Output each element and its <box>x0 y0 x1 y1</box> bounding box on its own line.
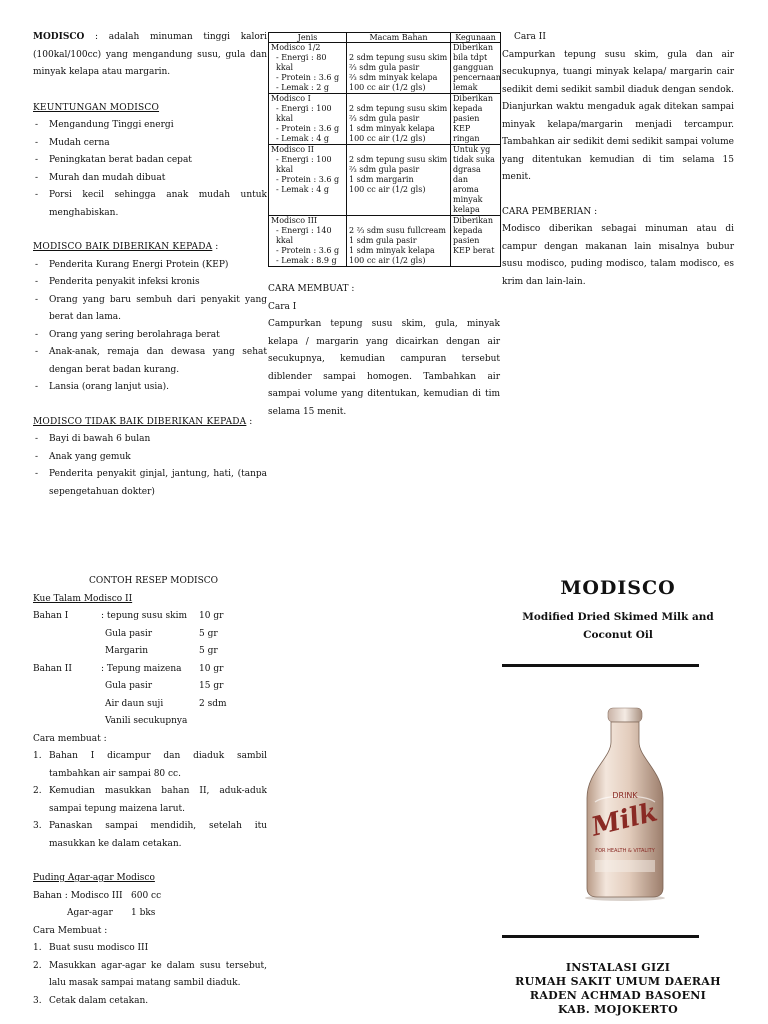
cell-line: lemak <box>453 83 478 92</box>
puding-steps <box>33 940 267 1010</box>
cell-line: Diberikan <box>453 94 493 103</box>
list-item: - Anak-anak, remaja dan dewasa yang sehat dengan berat badan kurang. <box>33 344 267 379</box>
ingredient-qty <box>199 713 239 731</box>
step-number: 1. <box>33 751 42 761</box>
bottle-text-main: Milk <box>588 797 661 843</box>
baik-list <box>33 257 267 397</box>
ingredient-qty: 2 sdm <box>199 698 227 709</box>
intro-paragraph <box>33 29 267 82</box>
cell-line: 100 cc air (1/2 gls) <box>349 256 426 265</box>
list-item: - Orang yang sering berolahraga berat <box>33 327 267 345</box>
ingredient-group <box>33 713 101 731</box>
resep-title: CONTOH RESEP MODISCO <box>89 576 219 586</box>
cell-line: 2 sdm tepung susu skim <box>349 155 448 164</box>
cell-line: ringan <box>453 134 480 143</box>
cell-line: - Protein : 3.6 g <box>276 175 340 184</box>
table-cell-guna <box>451 43 501 94</box>
intro-text: : adalah minuman tinggi kalori (100kal/100cc) yang mengandung susu, gula dan minyak kelapa atau margarin. <box>33 32 267 77</box>
puding-bahan-label: Bahan : Modisco III <box>33 890 123 901</box>
cell-line: - Lemak : 4 g <box>276 185 330 194</box>
puding-title: Puding Agar-agar Modisco <box>33 873 155 883</box>
ingredient-name: Vanili secukupnya <box>105 716 188 726</box>
keuntungan-title: KEUNTUNGAN MODISCO <box>33 102 160 113</box>
cell-line: - Lemak : 4 g <box>276 134 330 143</box>
list-item: - Penderita penyakit infeksi kronis <box>33 274 267 292</box>
cell-line: minyak <box>453 195 483 204</box>
ingredient-group <box>33 696 101 714</box>
ingredient-group <box>33 643 101 661</box>
step-number: 2. <box>33 786 42 796</box>
cell-line: aroma <box>453 185 479 194</box>
cell-line: ⅔ sdm gula pasir <box>349 114 420 123</box>
step-item <box>33 993 267 1011</box>
step-number: 3. <box>33 995 42 1006</box>
baik-heading <box>33 239 267 257</box>
pemberian-title: CARA PEMBERIAN : <box>502 206 598 217</box>
baik-title: MODISCO BAIK DIBERIKAN KEPADA <box>33 242 213 252</box>
cell-line: ⅔ sdm minyak kelapa <box>349 73 438 82</box>
step-text: Kemudian masukkan bahan II, aduk-aduk sampai tepung maizena larut. <box>49 786 267 814</box>
table-header-jenis: Jenis <box>269 33 347 43</box>
cell-line: 1 sdm minyak kelapa <box>349 124 435 133</box>
cell-line: ⅔ sdm gula pasir <box>349 63 420 72</box>
table-cell-jenis <box>269 94 347 145</box>
table-row <box>269 145 501 216</box>
cell-line: - Protein : 3.6 g <box>276 73 340 82</box>
cell-line: 100 cc air (1/2 gls) <box>349 134 426 143</box>
keuntungan-heading <box>33 100 267 118</box>
table-cell-bahan <box>347 216 451 267</box>
step-text: Buat susu modisco III <box>49 943 149 953</box>
cell-line: 1 sdm margarin <box>349 175 414 184</box>
institution-block <box>502 961 734 1017</box>
cell-line: tidak suka <box>453 155 495 164</box>
cell-line: 1 sdm minyak kelapa <box>349 246 435 255</box>
kue-steps <box>33 748 267 853</box>
cell-line: - Lemak : 2 g <box>276 83 330 92</box>
step-number: 2. <box>33 960 42 971</box>
puding-bahan-row <box>33 888 267 906</box>
table-row <box>269 94 501 145</box>
intro-term: MODISCO <box>33 32 85 42</box>
table-header-guna: Kegunaan <box>451 33 501 43</box>
ingredient-row <box>33 608 267 626</box>
step-item <box>33 940 267 958</box>
ingredient-qty: 10 gr <box>199 611 224 621</box>
cara1-text: Campurkan tepung susu skim, gula, minyak kelapa / margarin yang dicairkan dengan air secukupnya, kemudian campuran tersebut diblender sampai homogen. Tambahkan air sampai volume yang ditentukan, kemudian di tim selama 15 menit. <box>268 319 500 417</box>
modisco-types-table <box>268 32 501 267</box>
ingredient-name: Air daun suji <box>105 698 164 709</box>
table-cell-jenis <box>269 145 347 216</box>
cell-line: - Energi : 80 kkal <box>276 53 327 72</box>
ingredient-name: Margarin <box>105 646 148 656</box>
step-item <box>33 818 267 853</box>
milk-bottle-image <box>575 702 675 902</box>
left-column <box>33 29 267 501</box>
cell-line: Modisco II <box>271 145 314 154</box>
puding-cara-title: Cara Membuat : <box>33 925 108 936</box>
cell-line: Modisco I <box>271 94 311 103</box>
bottle-text-top: DRINK <box>612 791 638 800</box>
table-cell-bahan <box>347 145 451 216</box>
cell-line: 2 ⅔ sdm susu fullcream <box>349 226 446 235</box>
tidak-colon: : <box>246 416 253 427</box>
list-item: - Orang yang baru sembuh dari penyakit yang berat dan lama. <box>33 292 267 327</box>
kue-title: Kue Talam Modisco II <box>33 593 133 604</box>
list-item: - Peningkatan berat badan cepat <box>33 152 267 170</box>
list-item: - Mudah cerna <box>33 135 267 153</box>
cell-line: - Protein : 3.6 g <box>276 246 340 255</box>
table-body <box>269 43 501 267</box>
ingredient-group: Bahan II <box>33 663 72 674</box>
cell-line <box>349 94 448 104</box>
step-item <box>33 958 267 993</box>
cell-line: dgrasa dan <box>453 165 481 184</box>
tidak-list <box>33 431 267 501</box>
ingredient-row <box>33 696 267 714</box>
cell-line: bila tdpt <box>453 53 488 62</box>
cell-line <box>349 43 448 53</box>
cara-membuat-section <box>268 281 500 421</box>
ingredient-group <box>33 626 101 644</box>
bottle-text-bottom: FOR HEALTH & VITALITY <box>595 848 655 854</box>
inst-line-2: RUMAH SAKIT UMUM DAERAH <box>515 975 721 988</box>
cara2-text: Campurkan tepung susu skim, gula dan air secukupnya, tuangi minyak kelapa/ margarin cair sedikit demi sedikit sambil diaduk dengan sendok. Dianjurkan waktu mengaduk agak ditekan sampai minyak kelapa/margarin menjadi tercampur. Tambahkan air sedikit demi sedikit sampai volume yang ditentukan kemudian di tim selama 15 menit. <box>502 49 734 182</box>
step-item <box>33 748 267 783</box>
cell-line: - Energi : 100 kkal <box>276 155 332 174</box>
puding-agar-row <box>33 905 267 923</box>
ingredient-group <box>33 678 101 696</box>
list-item: - Anak yang gemuk <box>33 449 267 467</box>
ingredient-name: Gula pasir <box>105 681 153 691</box>
ingredient-row <box>33 643 267 661</box>
kue-cara-title: Cara membuat : <box>33 733 107 744</box>
cell-line: 2 sdm tepung susu skim <box>349 53 448 62</box>
cell-line: pasien <box>453 114 480 123</box>
cell-line: Modisco III <box>271 216 318 225</box>
table-header-row <box>269 33 501 43</box>
list-item: - Bayi di bawah 6 bulan <box>33 431 267 449</box>
pemberian-text: Modisco diberikan sebagai minuman atau di campur dengan makanan lain misalnya bubur susu modisco, puding modisco, talam modisco, es krim dan lain-lain. <box>502 224 734 287</box>
cell-line: - Energi : 100 kkal <box>276 104 332 123</box>
cell-line: Diberikan <box>453 43 493 52</box>
ingredient-group: Bahan I <box>33 611 69 621</box>
table-row <box>269 43 501 94</box>
ingredient-qty: 15 gr <box>199 681 224 691</box>
milk-bottle-icon <box>575 702 675 902</box>
list-item: - Penderita penyakit ginjal, jantung, hati, (tanpa sepengetahuan dokter) <box>33 466 267 501</box>
tidak-heading <box>33 414 267 432</box>
table-cell-guna <box>451 216 501 267</box>
cara-membuat-title: CARA MEMBUAT : <box>268 284 355 294</box>
step-text: Cetak dalam cetakan. <box>49 995 149 1006</box>
table-cell-guna <box>451 94 501 145</box>
ingredient-row <box>33 626 267 644</box>
ingredient-row <box>33 713 267 731</box>
ingredient-name: : Tepung maizena <box>101 663 182 674</box>
cell-line: ⅔ sdm gula pasir <box>349 165 420 174</box>
cell-line: 1 sdm gula pasir <box>349 236 417 245</box>
cell-line: KEP <box>453 124 471 133</box>
ingredient-row <box>33 678 267 696</box>
cell-line: 100 cc air (1/2 gls) <box>349 185 426 194</box>
keuntungan-list <box>33 117 267 222</box>
table-cell-bahan <box>347 94 451 145</box>
cell-line: pasien <box>453 236 480 245</box>
puding-agar-label: Agar-agar <box>67 908 113 918</box>
baik-colon: : <box>212 242 219 252</box>
ingredient-row <box>33 661 267 679</box>
cover-title: MODISCO <box>560 577 676 599</box>
bahan-table <box>33 608 267 731</box>
puding-agar-qty: 1 bks <box>131 908 156 918</box>
cara1-label: Cara I <box>268 301 297 312</box>
cell-line: 100 cc air (1/2 gls) <box>349 83 426 92</box>
cell-line: kepada <box>453 104 483 113</box>
ingredient-qty: 5 gr <box>199 646 218 656</box>
ingredient-qty: 5 gr <box>199 628 218 639</box>
resep-section <box>33 573 267 1010</box>
cell-line: Diberikan <box>453 216 493 225</box>
cover-rule-bottom <box>502 935 699 938</box>
cell-line: - Protein : 3.6 g <box>276 124 340 133</box>
list-item: - Lansia (orang lanjut usia). <box>33 379 267 397</box>
tidak-title: MODISCO TIDAK BAIK DIBERIKAN KEPADA <box>33 416 247 427</box>
cell-line <box>349 145 448 155</box>
ingredient-qty: 10 gr <box>199 663 224 674</box>
cell-line: 2 sdm tepung susu skim <box>349 104 448 113</box>
cell-line: kelapa <box>453 205 480 214</box>
table-header-bahan: Macam Bahan <box>347 33 451 43</box>
table-cell-bahan <box>347 43 451 94</box>
step-item <box>33 783 267 818</box>
cara2-label: Cara II <box>514 32 546 42</box>
cell-line: - Lemak : 8.9 g <box>276 256 337 265</box>
right-column <box>502 29 734 291</box>
ingredient-name: : tepung susu skim <box>101 611 187 621</box>
list-item: - Porsi kecil sehingga anak mudah untuk menghabiskan. <box>33 187 267 222</box>
cell-line: - Energi : 140 kkal <box>276 226 332 245</box>
table-cell-guna <box>451 145 501 216</box>
cell-line: gangguan <box>453 63 494 72</box>
list-item: - Mengandung Tinggi energi <box>33 117 267 135</box>
cell-line: Untuk yg <box>453 145 491 154</box>
inst-line-3: RADEN ACHMAD BASOENI <box>529 989 707 1002</box>
cell-line: pencernaan <box>453 73 501 82</box>
table-cell-jenis <box>269 216 347 267</box>
puding-bahan-qty: 600 cc <box>131 890 162 901</box>
cell-line: KEP berat <box>453 246 495 255</box>
cell-line <box>349 216 448 226</box>
step-text: Panaskan sampai mendidih, setelah itu masukkan ke dalam cetakan. <box>49 821 267 849</box>
cell-line: Modisco 1/2 <box>271 43 321 52</box>
step-text: Bahan I dicampur dan diaduk sambil tambahkan air sampai 80 cc. <box>49 751 267 779</box>
cover-rule-top <box>502 664 699 667</box>
cover-subtitle: Modified Dried Skimed Milk and Coconut Oil <box>522 611 714 641</box>
list-item: - Murah dan mudah dibuat <box>33 170 267 188</box>
inst-line-1: INSTALASI GIZI <box>565 961 671 974</box>
table-cell-jenis <box>269 43 347 94</box>
table-row <box>269 216 501 267</box>
inst-line-4: KAB. MOJOKERTO <box>557 1003 678 1016</box>
list-item: - Penderita Kurang Energi Protein (KEP) <box>33 257 267 275</box>
cell-line: kepada <box>453 226 483 235</box>
ingredient-name: Gula pasir <box>105 628 153 639</box>
step-text: Masukkan agar-agar ke dalam susu tersebut, lalu masak sampai matang sambil diaduk. <box>49 960 267 988</box>
step-number: 1. <box>33 943 42 953</box>
step-number: 3. <box>33 821 42 831</box>
